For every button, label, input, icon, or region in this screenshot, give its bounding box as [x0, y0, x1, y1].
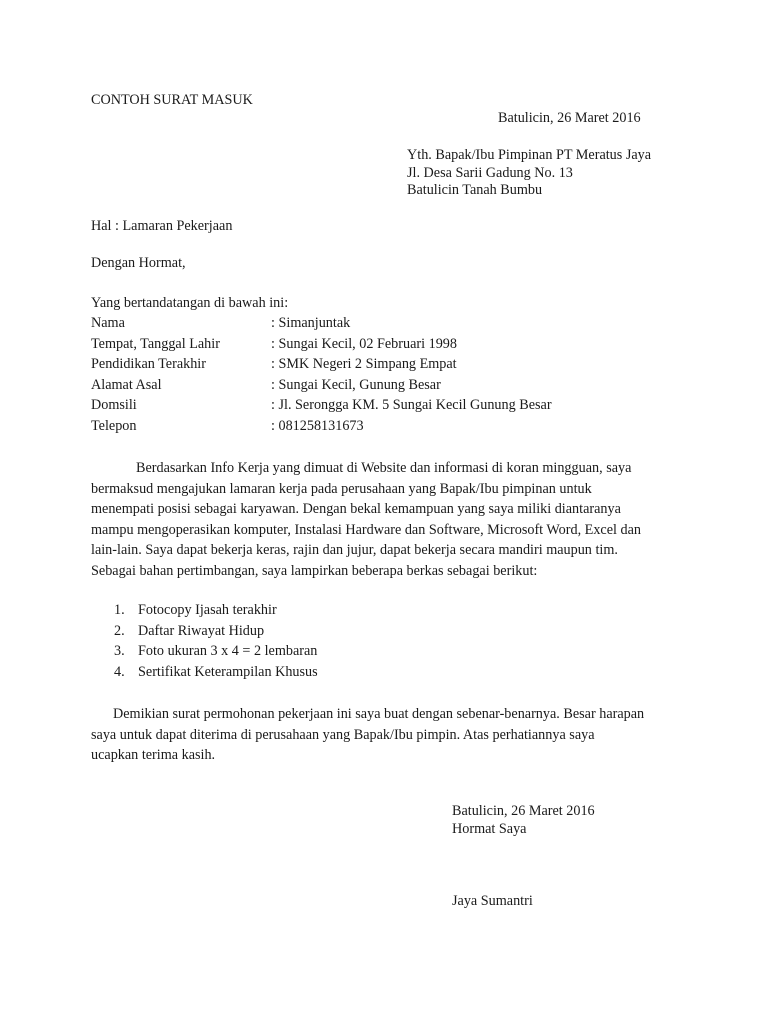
recipient-block: [407, 147, 651, 200]
identity-value: : Sungai Kecil, Gunung Besar: [271, 376, 441, 393]
identity-row: [91, 416, 611, 437]
identity-value: : Simanjuntak: [271, 315, 351, 331]
list-text: Sertifikat Keterampilan Khusus: [138, 663, 318, 680]
identity-table: [91, 313, 611, 436]
identity-label: Domsili: [91, 397, 137, 413]
identity-value: : SMK Negeri 2 Simpang Empat: [271, 356, 457, 372]
letter-date: Batulicin, 26 Maret 2016: [498, 110, 641, 126]
document-label: CONTOH SURAT MASUK: [91, 92, 253, 108]
list-item: [114, 662, 514, 683]
list-item: [114, 641, 514, 662]
identity-row: [91, 313, 611, 334]
identity-row: [91, 354, 611, 375]
closing-paragraph: [91, 704, 687, 766]
identity-value: : 081258131673: [271, 417, 364, 434]
signature-date: Batulicin, 26 Maret 2016: [452, 803, 595, 819]
identity-label: Telepon: [91, 417, 137, 434]
recipient-line: Jl. Desa Sarii Gadung No. 13: [407, 164, 573, 181]
subject-line: Hal : Lamaran Pekerjaan: [91, 218, 233, 234]
list-item: [114, 600, 514, 621]
list-text: Foto ukuran 3 x 4 = 2 lembaran: [138, 643, 318, 660]
body-paragraph: [91, 458, 687, 582]
identity-label: Nama: [91, 315, 125, 331]
list-text: Daftar Riwayat Hidup: [138, 622, 265, 639]
paragraph-line: Sebagai bahan pertimbangan, saya lampirkan beberapa berkas sebagai berikut:: [91, 562, 538, 579]
signature-block: [452, 803, 595, 838]
signature-name: Jaya Sumantri: [452, 893, 533, 909]
attachment-list: [114, 600, 514, 682]
list-item: [114, 621, 514, 642]
paragraph-line: lain-lain. Saya dapat bekerja keras, rajin dan jujur, dapat bekerja secara mandiri maupun tim.: [91, 542, 618, 559]
identity-row: [91, 334, 611, 355]
list-number: 4.: [114, 663, 125, 680]
identity-value: : Jl. Serongga KM. 5 Sungai Kecil Gunung Besar: [271, 397, 552, 413]
identity-row: [91, 375, 611, 396]
paragraph-line: ucapkan terima kasih.: [91, 747, 216, 764]
signature-regards: Hormat Saya: [452, 820, 527, 837]
greeting: Dengan Hormat,: [91, 255, 186, 271]
list-text: Fotocopy Ijasah terakhir: [138, 602, 277, 618]
identity-row: [91, 395, 611, 416]
identity-label: Alamat Asal: [91, 376, 162, 393]
identity-label: Pendidikan Terakhir: [91, 356, 206, 372]
intro-line: Yang bertandatangan di bawah ini:: [91, 295, 289, 311]
identity-value: : Sungai Kecil, 02 Februari 1998: [271, 335, 457, 352]
paragraph-line: Berdasarkan Info Kerja yang dimuat di Website dan informasi di koran mingguan, saya: [136, 460, 632, 476]
paragraph-line: menempati posisi sebagai karyawan. Dengan bekal kemampuan yang saya miliki diantaranya: [91, 501, 621, 518]
paragraph-line: mampu mengoperasikan komputer, Instalasi Hardware dan Software, Microsoft Word, Excel dan: [91, 521, 641, 538]
list-number: 3.: [114, 643, 125, 660]
paragraph-line: saya untuk dapat diterima di perusahaan yang Bapak/Ibu pimpin. Atas perhatiannya saya: [91, 726, 595, 743]
recipient-line: Batulicin Tanah Bumbu: [407, 182, 543, 198]
list-number: 2.: [114, 622, 125, 639]
paragraph-line: Demikian surat permohonan pekerjaan ini saya buat dengan sebenar-benarnya. Besar harapan: [113, 706, 645, 722]
list-number: 1.: [114, 602, 125, 618]
identity-label: Tempat, Tanggal Lahir: [91, 335, 220, 352]
recipient-line: Yth. Bapak/Ibu Pimpinan PT Meratus Jaya: [407, 147, 652, 163]
paragraph-line: bermaksud mengajukan lamaran kerja pada perusahaan yang Bapak/Ibu pimpinan untuk: [91, 480, 592, 497]
